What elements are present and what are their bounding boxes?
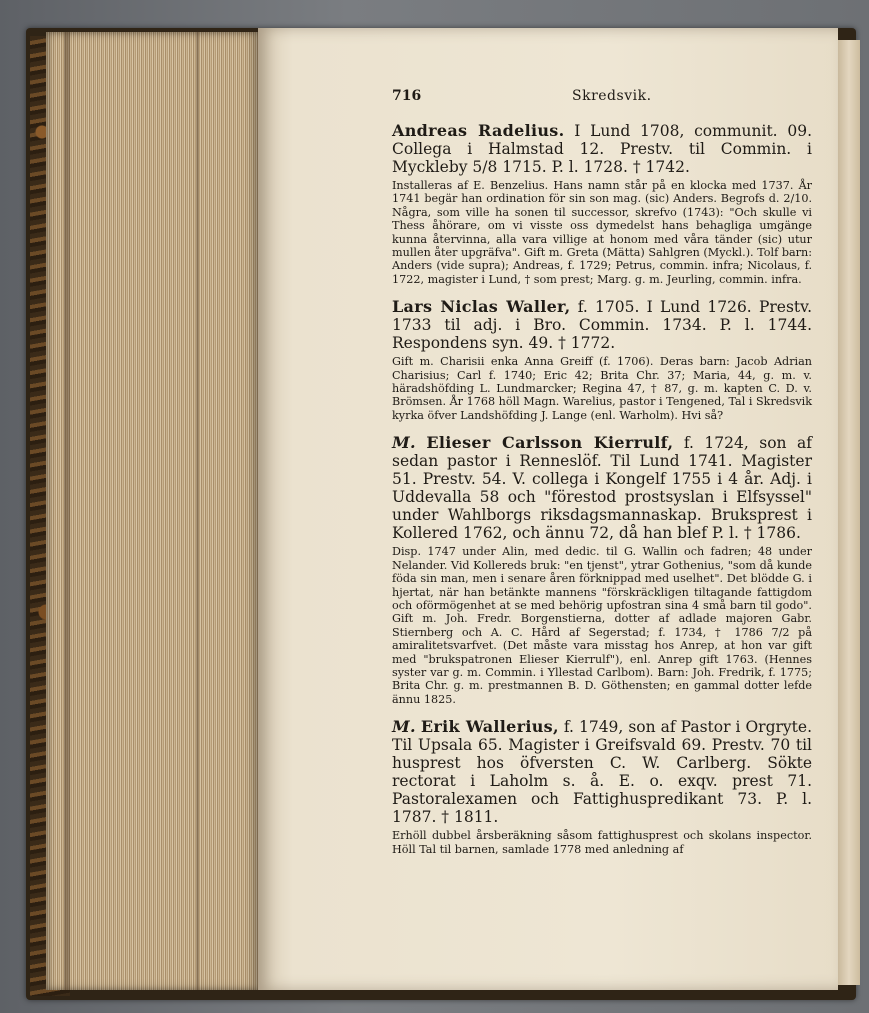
entry-lead-text: f. 1724, son af sedan pastor i Renneslöf. Til Lund 1741. Magister 51. Prestv. 54. V. collega i Kongelf 1755 i 4 år. Adj. i Uddevalla 58 och "förestod prostsyslan i Elfsyssel" under Wahlborgs riksdagsmannaskap. Bruksprest i Kollered 1762, och ännu 72, då han blef P. l. † 1786. xyxy=(392,434,812,543)
page-text xyxy=(392,88,812,856)
left-page-edges xyxy=(46,32,260,990)
entry-name: Lars Niclas Waller, xyxy=(392,297,571,317)
facing-page-edge xyxy=(838,40,860,985)
entry-notes: Gift m. Charisii enka Anna Greiff (f. 1706). Deras barn: Jacob Adrian Charisius; Carl f. 1740; Eric 42; Brita Chr. 37; Maria, 44, g. m. v. häradshöfding L. Lundmarcker; Regina 47, † 87, g. m. kapten C. D. v. Brömsen. År 1768 höll Magn. Warelius, pastor i Tengened, Tal i Skredsvik kyrka öfver Landshöfding J. Lange (enl. Warholm). Hvi så? xyxy=(392,355,812,422)
entry-lead xyxy=(392,298,812,352)
entry-lead-text: I Lund 1708, communit. 09. Collega i Halmstad 12. Prestv. til Commin. i Myckleby 5/8 1715. P. l. 1728. † 1742. xyxy=(392,122,812,176)
entry-lead-text: f. 1705. I Lund 1726. Prestv. 1733 til adj. i Bro. Commin. 1734. P. l. 1744. Respondens syn. 49. † 1772. xyxy=(392,298,812,353)
running-head: Skredsvik. xyxy=(572,88,652,104)
page-number: 716 xyxy=(392,88,422,104)
page-header xyxy=(392,88,812,110)
entry-notes: Installeras af E. Benzelius. Hans namn står på en klocka med 1737. År 1741 begär han ordination för sin son mag. (sic) Anders. Begrofs d. 2/10. Några, som ville ha sonen til successor, skrefvo (1743): "Och skulle vi Thess åhörare, om vi visste oss dymedelst hans behagliga umgänge kunna återvinna, alla vara villige at honom med våra tänder (sic) utur mullen åter upgräfva". Gift m. Greta (Mätta) Sahlgren (Myckl.). Tolf barn: Anders (vide supra); Andreas, f. 1729; Petrus, commin. infra; Nicolaus, f. 1722, magister i Lund, † som prest; Marg. g. m. Jeurling, commin. infra. xyxy=(392,179,812,286)
entry-name: Elieser Carlsson Kierrulf, xyxy=(426,433,674,453)
entry-notes: Disp. 1747 under Alin, med dedic. til G. Wallin och fadren; 48 under Nelander. Vid Kollereds bruk: "en tjenst", ytrar Gothenius, "som då kunde föda sin man, men i senare åren förknippad med uselhet". Det blödde G. i hjertat, när han betänkte mannens "förskräckligen tiltagande fattigdom och oförmögenhet at se med behörig upfostran sina 4 små barn til godo". Gift m. Joh. Fredr. Borgenstierna, dotter af adlade majoren Gabr. Stiernberg och A. C. Hård af Segerstad; f. 1734, † 1786 7/2 på amiralitetsvarfvet. (Det måste vara misstag hos Anrep, at hon var gift med "brukspatronen Elieser Kierrulf"), enl. Anrep gift 1763. (Hennes syster var g. m. Commin. i Yllestad Carlbom). Barn: Joh. Fredrik, f. 1775; Brita Chr. g. m. prestmannen B. D. Göthensten; en gammal dotter lefde ännu 1825. xyxy=(392,545,812,706)
entry-waller xyxy=(392,298,812,422)
entry-name: Erik Wallerius, xyxy=(420,717,559,737)
entry-name: Andreas Radelius. xyxy=(392,121,565,140)
entry-lead-text: f. 1749, son af Pastor i Orgryte. Til Upsala 65. Magister i Greifsvald 69. Prestv. 70 til husprest hos öfversten C. W. Carlberg. Sökte rectorat i Laholm s. å. E. o. exqv. prest 71. Pastoralexamen och Fattighuspredikant 73. P. l. 1787. † 1811. xyxy=(392,718,812,827)
entry-lead xyxy=(392,434,812,542)
entry-wallerius xyxy=(392,718,812,856)
entry-radelius xyxy=(392,122,812,286)
entry-lead xyxy=(392,122,812,176)
entry-lead xyxy=(392,718,812,826)
entry-notes: Erhöll dubbel årsberäkning såsom fattighusprest och skolans inspector. Höll Tal til barnen, samlade 1778 med anledning af xyxy=(392,829,812,856)
entry-kierrulf xyxy=(392,434,812,706)
entry-prefix: M. xyxy=(392,717,416,737)
entry-prefix: M. xyxy=(392,433,416,453)
